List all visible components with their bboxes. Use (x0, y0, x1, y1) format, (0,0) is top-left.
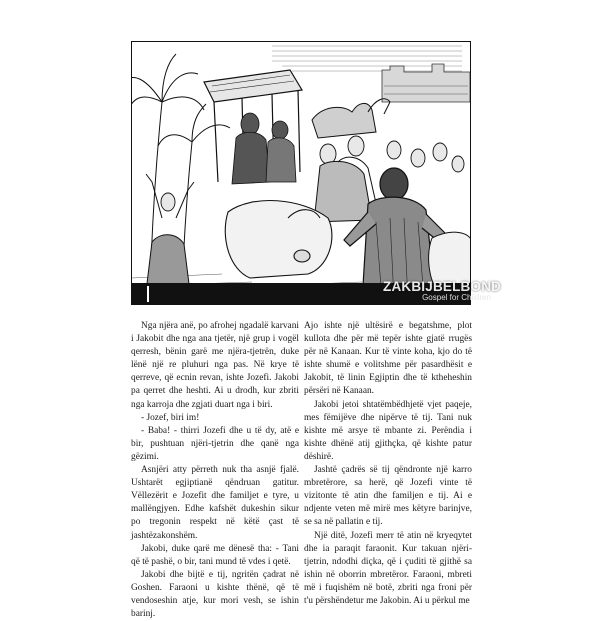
illustration-drawing (132, 42, 471, 303)
watermark (383, 279, 502, 302)
paragraph: - Jozef, biri im! (141, 412, 200, 423)
paragraph: Ajo ishte një ultësirë e begatshme, plot kullota dhe për më tepër ishte gjatë rrugës për në Kanaan. Kur të vinte koha, kjo do të ishte shumë e volitshme për pasardhësit e Jakobit, të linin Egjiptin dhe të ktheheshin përsëri në Kanaan. (304, 321, 472, 397)
text-column-right (304, 320, 472, 608)
paragraph: Një ditë, Jozefi merr të atin në kryeqytet dhe ia paraqit faraonit. Kur takuan njëri-tjetrin, ndodhi diçka, që i çuditi të gjithë sa ishin në oborrin mbretëror. Faraoni, mbreti më i fuqishëm në botë, zbriti nga froni për t'u përshëndetur me Jakobin. Ai u përkul me (304, 530, 472, 606)
paragraph: Jakobi jetoi shtatëmbëdhjetë vjet paqeje, mes fëmijëve dhe nipërve të tij. Tani nuk kishte më arsye të mbante zi. Perëndia i kishte dhënë atij gjithçka, që kishte patur dëshirë. (304, 399, 472, 462)
paragraph: Asnjëri atty përreth nuk tha asnjë fjalë. Ushtarët egjiptianë qëndruan gatitur. Vëllezërit e Jozefit dhe familjet e tyre, u mallëngjyen. Edhe kafshët dukeshin sikur po tregonin respekt në këtë çast të jashtëzakonshëm. (131, 465, 299, 541)
paragraph: Nga njëra anë, po afrohej ngadalë karvani i Jakobit dhe nga ana tjetër, një grup i vogël qerresh, bënin garë me njëra-tjetrën, duke lënë një re pluhuri nga pas. Në krye të qerreve, që ecnin revan, ishte Jozefi. Jakobi pa qerret dhe heshti. Ai u drodh, kur zbriti nga karroja dhe zgjati duart nga i biri. (131, 321, 299, 410)
caption-bar-notch (147, 286, 149, 302)
paragraph: - Baba! - thirri Jozefi dhe u të dy, atë e bir, pushtuan njëri-tjetrin dhe qanë nga gëzimi. (131, 425, 299, 462)
watermark-tagline: Gospel for Children (422, 293, 491, 302)
paragraph: Jashtë çadrës së tij qëndronte një karro mbretërore, sa herë, që Jozefi vinte të vizitonte të atin dhe familjen e tij. Ai e ndjente veten më mirë mes këtyre barinjve, se sa në pallatin e tij. (304, 465, 472, 528)
text-column-left (131, 320, 299, 621)
illustration-jacob-meets-joseph (131, 41, 471, 303)
paragraph: Jakobi, duke qarë me dënesë tha: - Tani që të pashë, o bir, tani mund të vdes i qetë. (131, 543, 299, 567)
paragraph: Jakobi dhe bijtë e tij, ngritën çadrat në Goshen. Faraoni u kishte thënë, që të vendoseshin atje, kur mori vesh, se ishin barinj. (131, 569, 299, 620)
watermark-brand: ZAKBIJBELBOND (383, 279, 502, 294)
